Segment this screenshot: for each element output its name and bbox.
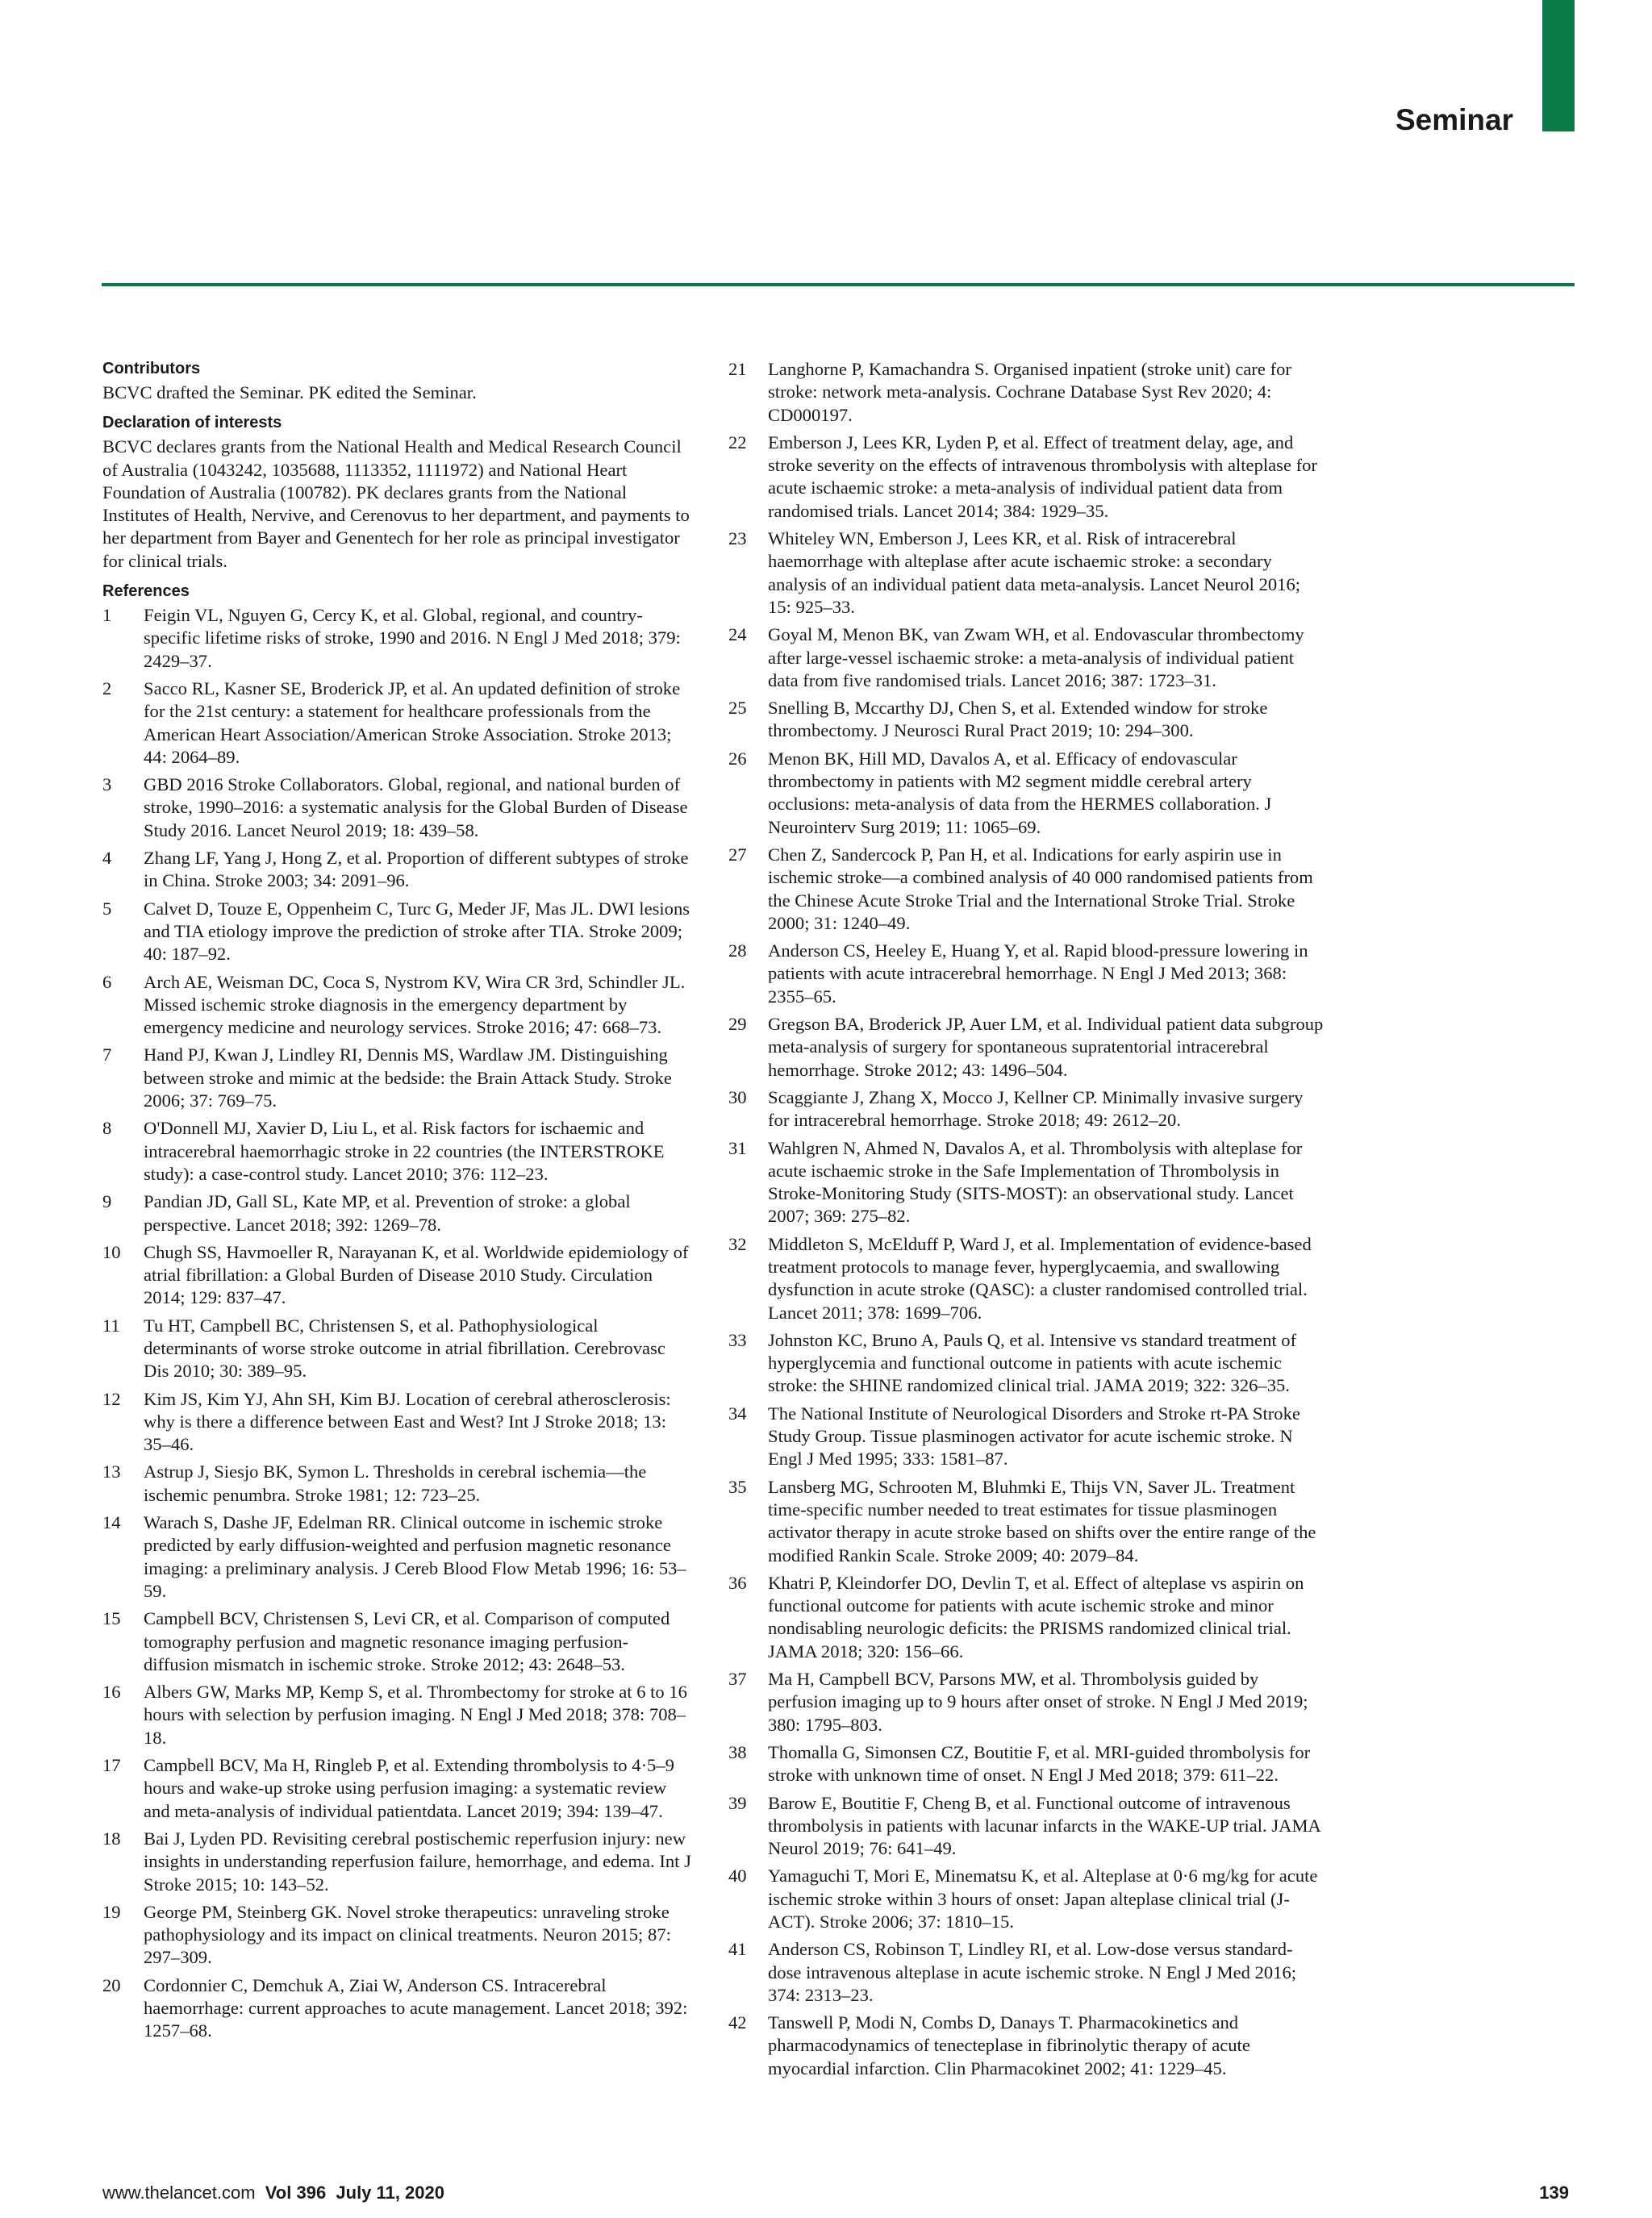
reference-number: 22 xyxy=(728,432,747,452)
references-heading: References xyxy=(102,582,190,601)
reference-item xyxy=(728,1403,1325,1471)
reference-number: 34 xyxy=(728,1403,747,1424)
reference-item xyxy=(728,1741,1325,1787)
reference-item xyxy=(728,1329,1325,1398)
footer-date: July 11, 2020 xyxy=(336,2183,444,2203)
footer-site-link[interactable]: www.thelancet.com xyxy=(102,2183,256,2203)
reference-item xyxy=(102,1607,691,1676)
reference-item xyxy=(728,1792,1325,1861)
reference-text: Calvet D, Touze E, Oppenheim C, Turc G, Meder JF, Mas JL. DWI lesions and TIA etiology improve the prediction of stroke after TIA. Stroke 2009; 40: 187–92. xyxy=(144,898,690,965)
reference-item xyxy=(728,1013,1325,1082)
reference-item xyxy=(728,358,1325,427)
reference-text: Whiteley WN, Emberson J, Lees KR, et al. Risk of intracerebral haemorrhage with alteplase after acute ischaemic stroke: a secondary analysis of an individual patient data meta-analysis. Lancet Neurol 2016; 15: 925–33. xyxy=(768,528,1301,617)
reference-text: Gregson BA, Broderick JP, Auer LM, et al. Individual patient data subgroup meta-analysis of surgery for spontaneous supratentorial intracerebral hemorrhage. Stroke 2012; 43: 1496–504. xyxy=(768,1014,1324,1080)
reference-text: Astrup J, Siesjo BK, Symon L. Thresholds in cerebral ischemia—the ischemic penumbra. Stroke 1981; 12: 723–25. xyxy=(144,1461,647,1505)
reference-item xyxy=(102,1461,691,1507)
reference-text: Snelling B, Mccarthy DJ, Chen S, et al. Extended window for stroke thrombectomy. J Neurosci Rural Pract 2019; 10: 294–300. xyxy=(768,698,1268,741)
reference-text: Barow E, Boutitie F, Cheng B, et al. Functional outcome of intravenous thrombolysis in patients with lacunar infarcts in the WAKE-UP trial. JAMA Neurol 2019; 76: 641–49. xyxy=(768,1792,1320,1859)
reference-item xyxy=(728,1938,1325,2007)
right-column xyxy=(728,358,1325,2085)
reference-number: 12 xyxy=(102,1388,121,1409)
reference-text: Kim JS, Kim YJ, Ahn SH, Kim BJ. Location of cerebral atherosclerosis: why is there a difference between East and West? Int J Stroke 2018; 13: 35–46. xyxy=(144,1388,671,1455)
reference-number: 41 xyxy=(728,1939,747,1960)
reference-item xyxy=(728,697,1325,743)
contributors-text: BCVC drafted the Seminar. PK edited the Seminar. xyxy=(102,382,477,402)
reference-item xyxy=(102,1511,691,1603)
declaration-text: BCVC declares grants from the National Health and Medical Research Council of Australia (1043242, 1035688, 1113352, 1111972) and National Heart Foundation of Australia (100782). PK declares grants from the National Institutes of Health, Nervive, and Cerenovus to her department, and payments to her department from Bayer and Genentech for her role as principal investigator for clinical trials. xyxy=(102,436,690,571)
reference-number: 35 xyxy=(728,1476,747,1497)
reference-number: 2 xyxy=(102,677,112,698)
reference-number: 1 xyxy=(102,605,112,626)
reference-item xyxy=(102,773,691,842)
reference-number: 27 xyxy=(728,844,747,865)
reference-text: Thomalla G, Simonsen CZ, Boutitie F, et al. MRI-guided thrombolysis for stroke with unknown time of onset. N Engl J Med 2018; 379: 611–22. xyxy=(768,1741,1311,1786)
reference-item xyxy=(728,1476,1325,1567)
reference-item xyxy=(102,677,691,769)
reference-item xyxy=(728,1668,1325,1736)
reference-number: 24 xyxy=(728,624,747,645)
reference-text: Anderson CS, Heeley E, Huang Y, et al. Rapid blood-pressure lowering in patients with acute intracerebral hemorrhage. N Engl J Med 2013; 368: 2355–65. xyxy=(768,940,1308,1007)
reference-item xyxy=(102,1044,691,1112)
reference-text: Campbell BCV, Ma H, Ringleb P, et al. Extending thrombolysis to 4·5–9 hours and wake-up stroke using perfusion imaging: a systematic review and meta-analysis of individual patientdata. Lancet 2019; 394: 139–47. xyxy=(144,1755,674,1821)
reference-number: 6 xyxy=(102,971,112,992)
reference-text: George PM, Steinberg GK. Novel stroke therapeutics: unraveling stroke pathophysiology and its impact on clinical treatments. Neuron 2015; 87: 297–309. xyxy=(144,1901,671,1968)
reference-item xyxy=(102,1828,691,1896)
reference-item xyxy=(102,1190,691,1236)
declaration-heading: Declaration of interests xyxy=(102,414,282,432)
reference-item xyxy=(728,1086,1325,1132)
footer-volume: Vol 396 xyxy=(265,2183,327,2203)
reference-item xyxy=(728,432,1325,523)
reference-list-right xyxy=(728,358,1325,2080)
reference-number: 38 xyxy=(728,1741,747,1762)
reference-text: The National Institute of Neurological Disorders and Stroke rt-PA Stroke Study Group. Tissue plasminogen activator for acute ischemic stroke. N Engl J Med 1995; 333: 1581–87. xyxy=(768,1403,1300,1470)
reference-number: 30 xyxy=(728,1086,747,1107)
reference-item xyxy=(728,748,1325,839)
reference-number: 7 xyxy=(102,1044,112,1065)
reference-text: Scaggiante J, Zhang X, Mocco J, Kellner CP. Minimally invasive surgery for intracerebral hemorrhage. Stroke 2018; 49: 2612–20. xyxy=(768,1086,1304,1131)
reference-item xyxy=(102,1974,691,2043)
reference-item xyxy=(102,1754,691,1823)
reference-text: Menon BK, Hill MD, Davalos A, et al. Efficacy of endovascular thrombectomy in patients with M2 segment middle cerebral artery occlusions: meta-analysis of data from the HERMES collaboration. J Neurointerv Surg 2019; 11: 1065–69. xyxy=(768,748,1272,837)
reference-item xyxy=(728,940,1325,1008)
reference-item xyxy=(728,1865,1325,1933)
reference-item xyxy=(102,1901,691,1970)
reference-number: 25 xyxy=(728,698,747,719)
header-rule xyxy=(102,283,1575,286)
reference-number: 21 xyxy=(728,359,747,379)
reference-text: Arch AE, Weisman DC, Coca S, Nystrom KV, Wira CR 3rd, Schindler JL. Missed ischemic stroke diagnosis in the emergency department by emergency medicine and neurology services. Stroke 2016; 47: 668–73. xyxy=(144,971,686,1038)
reference-number: 8 xyxy=(102,1118,112,1139)
reference-item xyxy=(102,1315,691,1383)
reference-text: Emberson J, Lees KR, Lyden P, et al. Effect of treatment delay, age, and stroke severity on the effects of intravenous thrombolysis with alteplase for acute ischaemic stroke: a meta-analysis of individual patient data from randomised trials. Lancet 2014; 384: 1929–35. xyxy=(768,432,1317,521)
reference-number: 37 xyxy=(728,1669,747,1690)
reference-text: Chen Z, Sandercock P, Pan H, et al. Indications for early aspirin use in ischemic stroke—a combined analysis of 40 000 randomised patients from the Chinese Acute Stroke Trial and the International Stroke Trial. Stroke 2000; 31: 1240–49. xyxy=(768,844,1313,933)
reference-text: GBD 2016 Stroke Collaborators. Global, regional, and national burden of stroke, 1990–2016: a systematic analysis for the Global Burden of Disease Study 2016. Lancet Neurol 2019; 18: 439–58. xyxy=(144,774,688,840)
reference-number: 42 xyxy=(728,2012,747,2033)
reference-number: 16 xyxy=(102,1682,121,1703)
reference-text: Hand PJ, Kwan J, Lindley RI, Dennis MS, Wardlaw JM. Distinguishing between stroke and mimic at the bedside: the Brain Attack Study. Stroke 2006; 37: 769–75. xyxy=(144,1044,672,1111)
reference-text: Khatri P, Kleindorfer DO, Devlin T, et al. Effect of alteplase vs aspirin on functional outcome for patients with acute ischemic stroke and minor nondisabling neurologic deficits: the PRISMS randomized clinical trial. JAMA 2018; 320: 156–66. xyxy=(768,1572,1304,1661)
reference-text: Warach S, Dashe JF, Edelman RR. Clinical outcome in ischemic stroke predicted by early diffusion-weighted and perfusion magnetic resonance imaging: a preliminary analysis. J Cereb Blood Flow Metab 1996; 16: 53–59. xyxy=(144,1512,686,1601)
reference-item xyxy=(102,898,691,966)
reference-text: Langhorne P, Kamachandra S. Organised inpatient (stroke unit) care for stroke: network meta-analysis. Cochrane Database Syst Rev 2020; 4: CD000197. xyxy=(768,359,1291,425)
reference-text: Lansberg MG, Schrooten M, Bluhmki E, Thijs VN, Saver JL. Treatment time-specific number needed to treat estimates for tissue plasminogen activator therapy in acute stroke based on shifts over the entire range of the modified Rankin Scale. Stroke 2009; 40: 2079–84. xyxy=(768,1476,1316,1566)
reference-text: Sacco RL, Kasner SE, Broderick JP, et al. An updated definition of stroke for the 21st century: a statement for healthcare professionals from the American Heart Association/American Stroke Association. Stroke 2013; 44: 2064–89. xyxy=(144,677,681,767)
reference-number: 29 xyxy=(728,1014,747,1035)
reference-number: 11 xyxy=(102,1315,120,1336)
footer-journal-info xyxy=(102,2183,444,2203)
reference-item xyxy=(102,847,691,893)
reference-item xyxy=(102,1241,691,1310)
reference-number: 23 xyxy=(728,528,747,549)
reference-text: Anderson CS, Robinson T, Lindley RI, et al. Low-dose versus standard-dose intravenous alteplase in acute ischemic stroke. N Engl J Med 2016; 374: 2313–23. xyxy=(768,1939,1297,2005)
reference-item xyxy=(728,623,1325,692)
reference-number: 40 xyxy=(728,1866,747,1887)
reference-number: 19 xyxy=(102,1901,121,1922)
reference-number: 36 xyxy=(728,1572,747,1593)
reference-text: Wahlgren N, Ahmed N, Davalos A, et al. Thrombolysis with alteplase for acute ischaemic stroke in the Safe Implementation of Thrombolysis in Stroke-Monitoring Study (SITS-MOST): an observational study. Lancet 2007; 369: 275–82. xyxy=(768,1137,1303,1227)
reference-text: Johnston KC, Bruno A, Pauls Q, et al. Intensive vs standard treatment of hyperglycemia and functional outcome in patients with acute ischemic stroke: the SHINE randomized clinical trial. JAMA 2019; 322: 326–35. xyxy=(768,1329,1297,1396)
reference-item xyxy=(102,1681,691,1749)
reference-number: 4 xyxy=(102,848,112,869)
reference-number: 39 xyxy=(728,1792,747,1813)
reference-number: 31 xyxy=(728,1137,747,1158)
reference-text: O'Donnell MJ, Xavier D, Liu L, et al. Risk factors for ischaemic and intracerebral haemorrhagic stroke in 22 countries (the INTERSTROKE study): a case-control study. Lancet 2010; 376: 112–23. xyxy=(144,1118,665,1184)
reference-number: 15 xyxy=(102,1608,121,1629)
reference-number: 10 xyxy=(102,1241,121,1262)
reference-number: 33 xyxy=(728,1329,747,1350)
contributors-heading: Contributors xyxy=(102,360,201,377)
reference-number: 18 xyxy=(102,1828,121,1849)
reference-item xyxy=(102,1388,691,1457)
reference-number: 14 xyxy=(102,1512,121,1533)
reference-text: Zhang LF, Yang J, Hong Z, et al. Proportion of different subtypes of stroke in China. Stroke 2003; 34: 2091–96. xyxy=(144,848,689,891)
reference-item xyxy=(102,604,691,673)
reference-text: Campbell BCV, Christensen S, Levi CR, et al. Comparison of computed tomography perfusion and magnetic resonance imaging perfusion-diffusion mismatch in ischemic stroke. Stroke 2012; 43: 2648–53. xyxy=(144,1608,670,1674)
reference-number: 5 xyxy=(102,898,112,919)
reference-item xyxy=(728,1572,1325,1663)
left-column xyxy=(102,358,691,2048)
reference-text: Middleton S, McElduff P, Ward J, et al. Implementation of evidence-based treatment protocols to manage fever, hyperglycaemia, and swallowing dysfunction in acute stroke (QASC): a cluster randomised controlled trial. Lancet 2011; 378: 1699–706. xyxy=(768,1233,1312,1323)
reference-text: Yamaguchi T, Mori E, Minematsu K, et al. Alteplase at 0·6 mg/kg for acute ischemic stroke within 3 hours of onset: Japan alteplase clinical trial (J-ACT). Stroke 2006; 37: 1810–15. xyxy=(768,1866,1318,1932)
reference-text: Cordonnier C, Demchuk A, Ziai W, Anderson CS. Intracerebral haemorrhage: current approaches to acute management. Lancet 2018; 392: 1257–68. xyxy=(144,1974,688,2041)
reference-item xyxy=(728,1233,1325,1324)
reference-text: Bai J, Lyden PD. Revisiting cerebral postischemic reperfusion injury: new insights in understanding reperfusion failure, hemorrhage, and edema. Int J Stroke 2015; 10: 143–52. xyxy=(144,1828,691,1895)
reference-item xyxy=(102,1117,691,1186)
reference-text: Albers GW, Marks MP, Kemp S, et al. Thrombectomy for stroke at 6 to 16 hours with selection by perfusion imaging. N Engl J Med 2018; 378: 708–18. xyxy=(144,1682,687,1748)
reference-item xyxy=(728,844,1325,935)
section-label: Seminar xyxy=(1395,103,1513,136)
reference-item xyxy=(728,527,1325,619)
reference-item xyxy=(728,1137,1325,1228)
reference-number: 3 xyxy=(102,774,112,795)
reference-number: 13 xyxy=(102,1461,121,1482)
reference-number: 32 xyxy=(728,1233,747,1254)
reference-number: 28 xyxy=(728,940,747,961)
reference-item xyxy=(102,971,691,1040)
reference-list-left xyxy=(102,604,691,2043)
reference-number: 26 xyxy=(728,748,747,769)
reference-text: Goyal M, Menon BK, van Zwam WH, et al. Endovascular thrombectomy after large-vessel ischaemic stroke: a meta-analysis of individual patient data from five randomised trials. Lancet 2016; 387: 1723–31. xyxy=(768,624,1304,690)
reference-number: 17 xyxy=(102,1755,121,1776)
reference-number: 9 xyxy=(102,1191,112,1212)
reference-text: Chugh SS, Havmoeller R, Narayanan K, et al. Worldwide epidemiology of atrial fibrillation: a Global Burden of Disease 2010 Study. Circulation 2014; 129: 837–47. xyxy=(144,1241,689,1308)
page-number: 139 xyxy=(1539,2183,1569,2203)
reference-text: Pandian JD, Gall SL, Kate MP, et al. Prevention of stroke: a global perspective. Lancet 2018; 392: 1269–78. xyxy=(144,1191,631,1235)
reference-text: Tu HT, Campbell BC, Christensen S, et al. Pathophysiological determinants of worse stroke outcome in atrial fibrillation. Cerebrovasc Dis 2010; 30: 389–95. xyxy=(144,1315,665,1382)
reference-item xyxy=(728,2012,1325,2080)
reference-number: 20 xyxy=(102,1974,121,1995)
reference-text: Tanswell P, Modi N, Combs D, Danays T. Pharmacokinetics and pharmacodynamics of tenecteplase in fibrinolytic therapy of acute myocardial infarction. Clin Pharmacokinet 2002; 41: 1229–45. xyxy=(768,2012,1250,2078)
reference-text: Feigin VL, Nguyen G, Cercy K, et al. Global, regional, and country-specific lifetime risks of stroke, 1990 and 2016. N Engl J Med 2018; 379: 2429–37. xyxy=(144,605,681,671)
reference-text: Ma H, Campbell BCV, Parsons MW, et al. Thrombolysis guided by perfusion imaging up to 9 hours after onset of stroke. N Engl J Med 2019; 380: 1795–803. xyxy=(768,1669,1308,1735)
section-color-tab xyxy=(1542,0,1575,131)
